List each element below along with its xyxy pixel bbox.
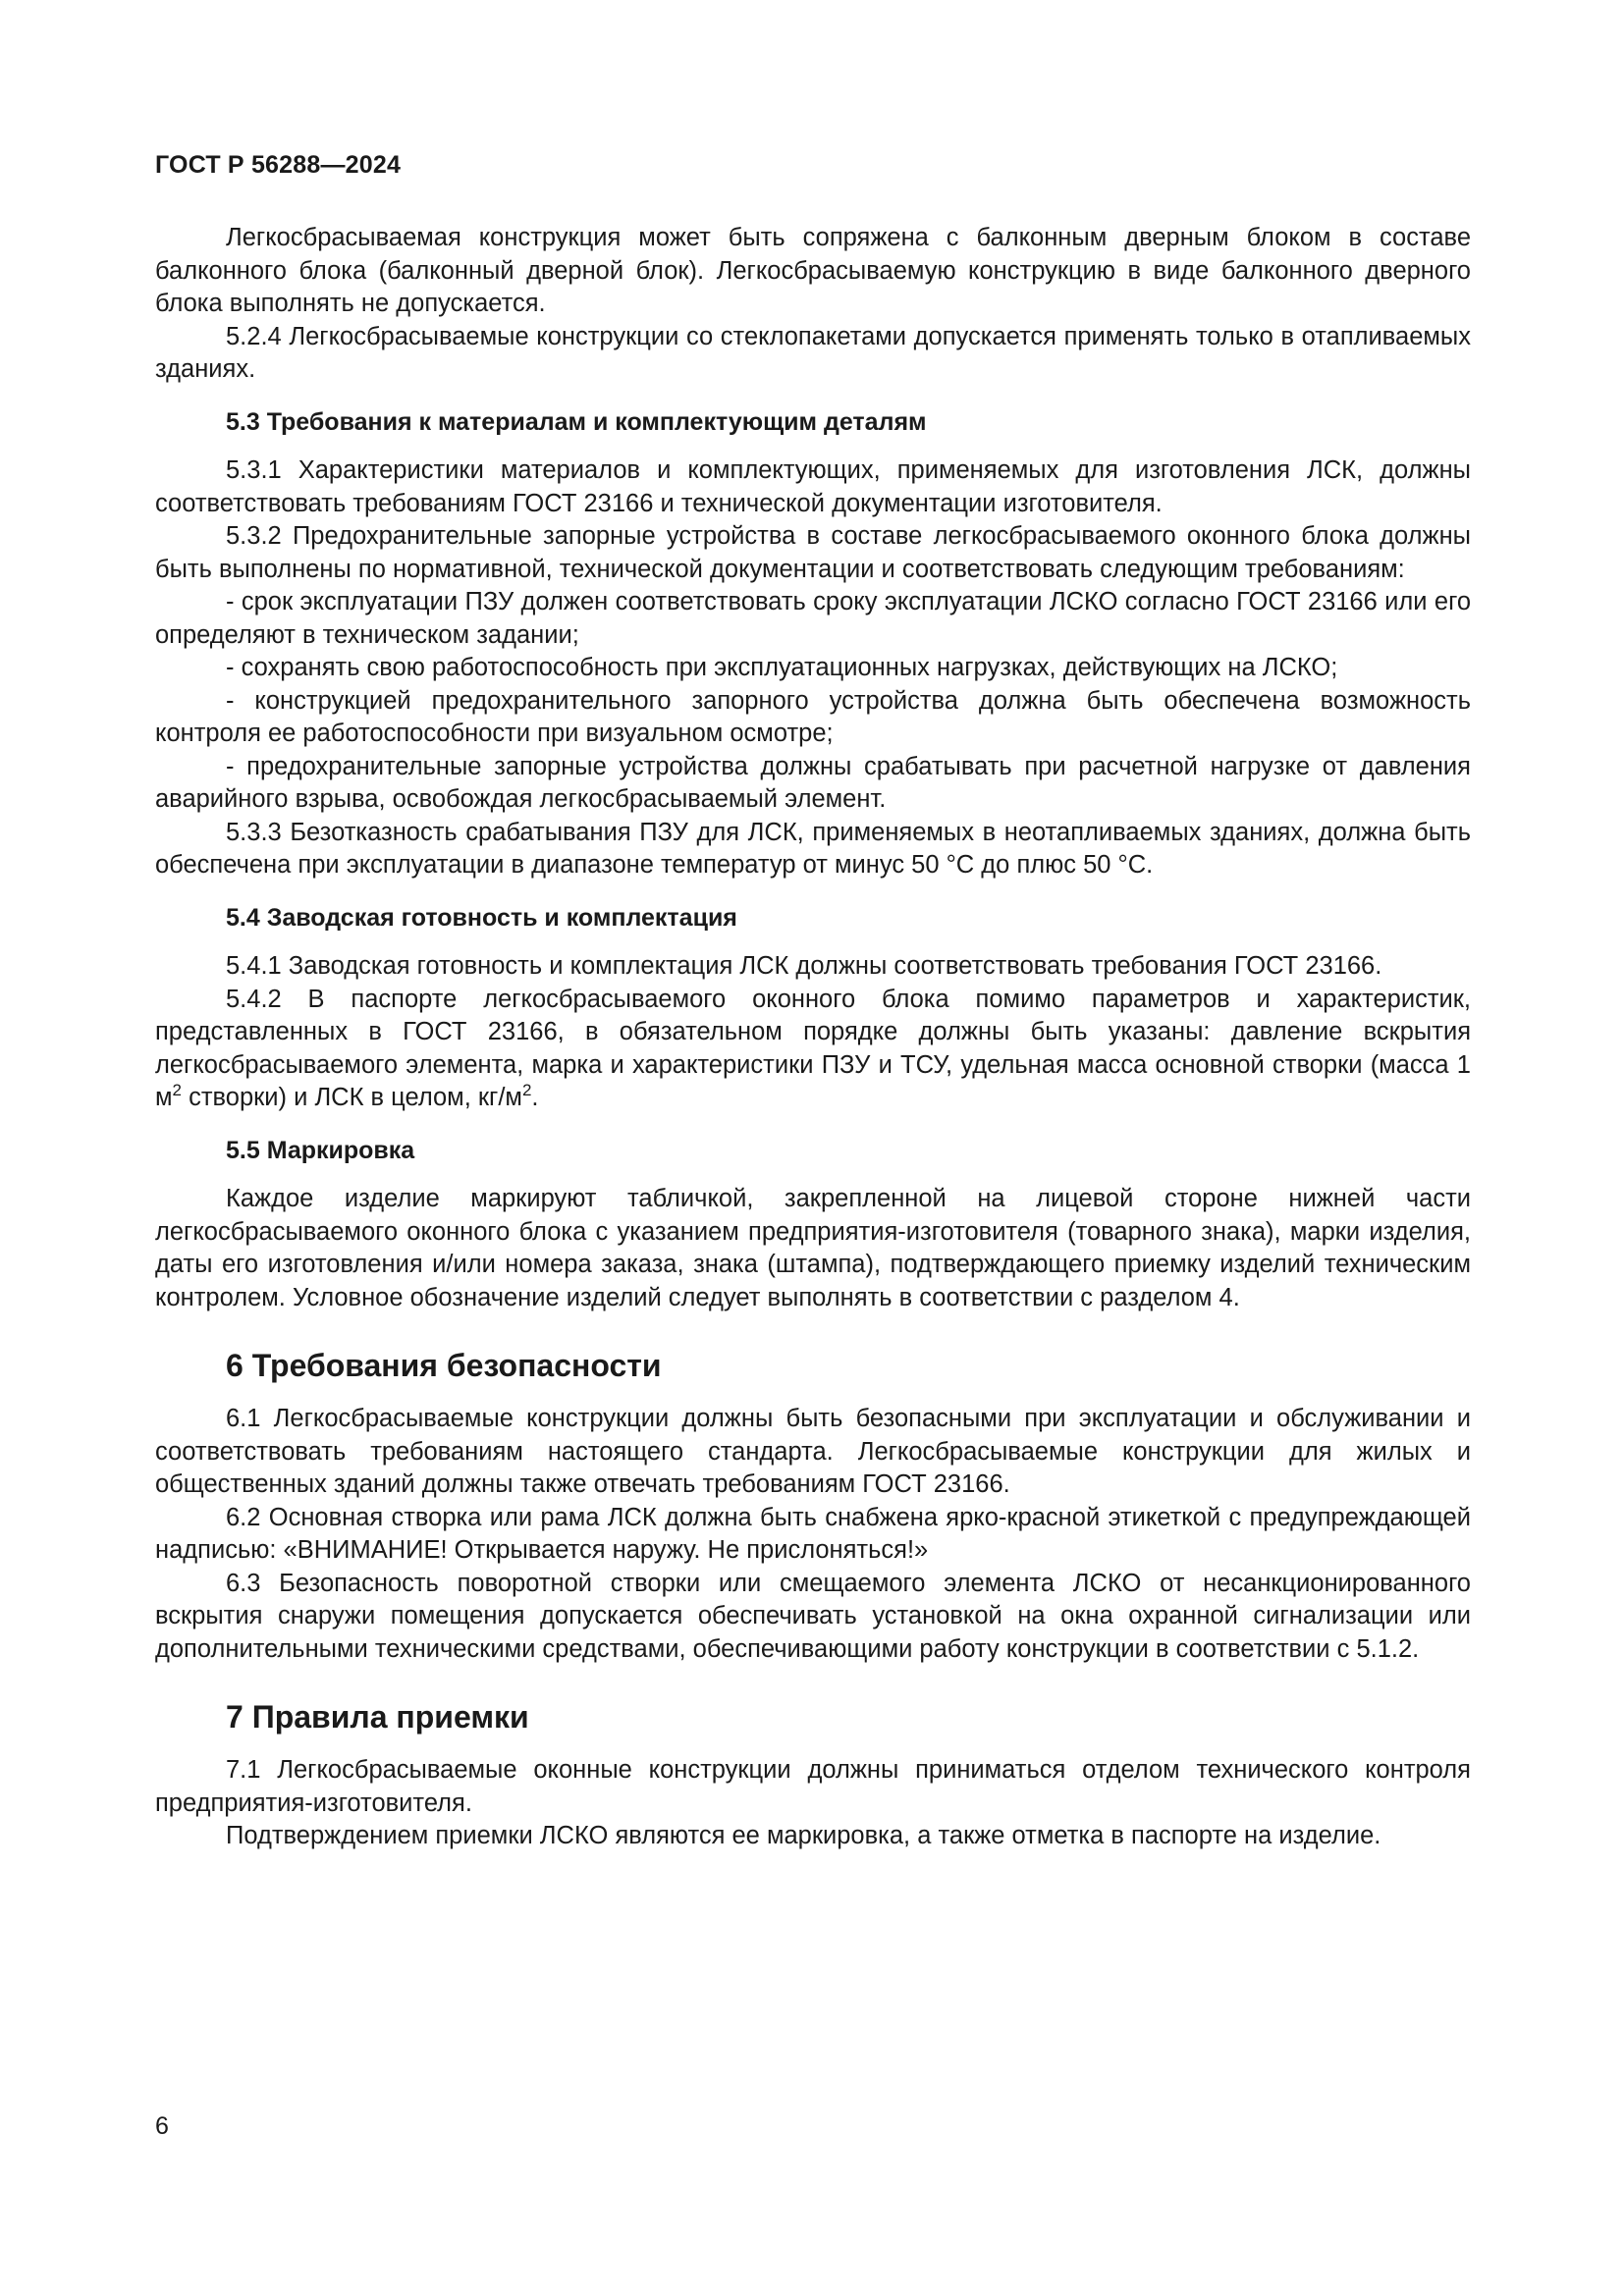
paragraph-5-3-1: 5.3.1 Характеристики материалов и комплектующих, применяемых для изготовления ЛСК, должны соответствовать требованиям ГОСТ 23166 и технической документации изготовителя. bbox=[155, 456, 1471, 517]
heading-section-7: 7 Правила приемки bbox=[226, 1699, 529, 1735]
document-code-header: ГОСТ Р 56288—2024 bbox=[155, 151, 402, 179]
paragraph-5-4-2-text-c: . bbox=[531, 1084, 539, 1111]
paragraph-5-3-3: 5.3.3 Безотказность срабатывания ПЗУ для ЛСК, применяемых в неотапливаемых зданиях, должна быть обеспечена при эксплуатации в диапазоне температур от минус 50 °С до плюс 50 °С. bbox=[155, 818, 1471, 879]
list-item-operability: - сохранять свою работоспособность при эксплуатационных нагрузках, действующих на ЛСКО; bbox=[226, 654, 1338, 681]
paragraph-6-2: 6.2 Основная створка или рама ЛСК должна быть снабжена ярко-красной этикеткой с предупреждающей надписью: «ВНИМАНИЕ! Открывается наружу. Не прислоняться!» bbox=[155, 1503, 1471, 1564]
document-body bbox=[155, 222, 1471, 1853]
paragraph-5-4-2-text-a: 5.4.2 В паспорте легкосбрасываемого оконного блока помимо параметров и характеристик, представленных в ГОСТ 23166, в обязательном порядке должны быть указаны: давление вскрытия легкосбрасываемого элемента, марка и характеристики ПЗУ и ТСУ, удельная масса основной створки (масса 1 м bbox=[155, 985, 1471, 1111]
page-number: 6 bbox=[155, 2112, 169, 2140]
paragraph-5-2-4: 5.2.4 Легкосбрасываемые конструкции со стеклопакетами допускается применять только в отапливаемых зданиях. bbox=[155, 322, 1471, 383]
list-item-explosion-pressure: - предохранительные запорные устройства должны срабатывать при расчетной нагрузке от давления аварийного взрыва, освобождая легкосбрасываемый элемент. bbox=[155, 752, 1471, 813]
paragraph-balcony-block: Легкосбрасываемая конструкция может быть сопряжена с балконным дверным блоком в составе балконного блока (балконный дверной блок). Легкосбрасываемую конструкцию в виде балконного дверного блока выполнять не допускается. bbox=[155, 224, 1471, 317]
list-item-visual-control: - конструкцией предохранительного запорного устройства должна быть обеспечена возможность контроля ее работоспособности при визуальном осмотре; bbox=[155, 686, 1471, 747]
paragraph-5-4-1: 5.4.1 Заводская готовность и комплектация ЛСК должны соответствовать требования ГОСТ 23166. bbox=[226, 952, 1382, 980]
superscript-square-1: 2 bbox=[172, 1081, 182, 1099]
heading-5-3: 5.3 Требования к материалам и комплектующим деталям bbox=[226, 407, 927, 436]
paragraph-6-1: 6.1 Легкосбрасываемые конструкции должны быть безопасными при эксплуатации и обслуживании и соответствовать требованиям настоящего стандарта. Легкосбрасываемые конструкции для жилых и общественных зданий должны также отвечать требованиям ГОСТ 23166. bbox=[155, 1405, 1471, 1498]
heading-5-4: 5.4 Заводская готовность и комплектация bbox=[226, 903, 737, 932]
heading-section-6: 6 Требования безопасности bbox=[226, 1348, 662, 1383]
paragraph-6-3: 6.3 Безопасность поворотной створки или смещаемого элемента ЛСКО от несанкционированного вскрытия снаружи помещения допускается обеспечивать установкой на окна охранной сигнализации или дополнительными техническими средствами, обеспечивающими работу конструкции в соответствии с 5.1.2. bbox=[155, 1569, 1471, 1663]
paragraph-5-3-2: 5.3.2 Предохранительные запорные устройства в составе легкосбрасываемого оконного блока должны быть выполнены по нормативной, технической документации и соответствовать следующим требованиям: bbox=[155, 522, 1471, 583]
paragraph-5-4-2 bbox=[155, 984, 1471, 1115]
superscript-square-2: 2 bbox=[521, 1081, 532, 1099]
paragraph-7-acceptance: Подтверждением приемки ЛСКО являются ее маркировка, а также отметка в паспорте на изделие. bbox=[226, 1822, 1381, 1849]
paragraph-7-1: 7.1 Легкосбрасываемые оконные конструкции должны приниматься отделом технического контроля предприятия-изготовителя. bbox=[155, 1756, 1471, 1817]
paragraph-5-4-2-text-b: створки) и ЛСК в целом, кг/м bbox=[182, 1084, 522, 1111]
heading-5-5: 5.5 Маркировка bbox=[226, 1136, 415, 1164]
list-item-service-life: - срок эксплуатации ПЗУ должен соответствовать сроку эксплуатации ЛСКО согласно ГОСТ 23166 или его определяют в техническом задании; bbox=[155, 588, 1471, 649]
paragraph-5-5: Каждое изделие маркируют табличкой, закрепленной на лицевой стороне нижней части легкосбрасываемого оконного блока с указанием предприятия-изготовителя (товарного знака), марки изделия, даты его изготовления и/или номера заказа, знака (штампа), подтверждающего приемку изделий техническим контролем. Условное обозначение изделий следует выполнять в соответствии с разделом 4. bbox=[155, 1185, 1471, 1311]
